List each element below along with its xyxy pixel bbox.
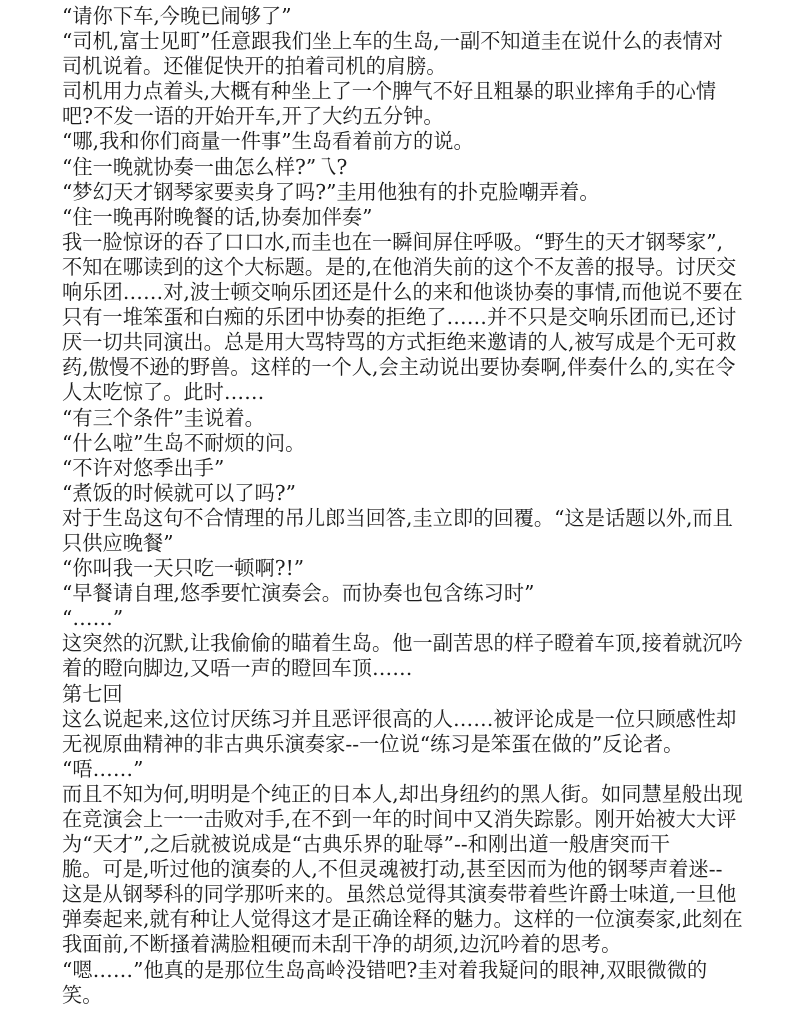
text-line: 司机说着。还催促快开的拍着司机的肩膀。	[62, 54, 447, 79]
text-line: 吧?不发一语的开始开车,开了大约五分钟。	[62, 104, 444, 129]
text-line: 脆。可是,听过他的演奏的人,不但灵魂被打动,甚至因而为他的钢琴声着迷--	[62, 857, 723, 882]
text-line: “住一晚就协奏一曲怎么样?”乁?	[62, 154, 348, 179]
text-line: “早餐请自理,悠季要忙演奏会。而协奏也包含练习时”	[62, 581, 535, 606]
text-line: 弹奏起来,就有种让人觉得这才是正确诠释的魅力。这样的一位演奏家,此刻在	[62, 907, 743, 932]
text-line: 人太吃惊了。此时……	[62, 380, 265, 405]
text-line: “煮饭的时候就可以了吗?”	[62, 480, 296, 505]
text-line: “你叫我一天只吃一顿啊?!”	[62, 556, 305, 581]
text-line: 这么说起来,这位讨厌练习并且恶评很高的人……被评论成是一位只顾感性却	[62, 706, 737, 731]
text-line: 响乐团……对,波士顿交响乐团还是什么的来和他谈协奏的事情,而他说不要在	[62, 280, 743, 305]
text-line: 这突然的沉默,让我偷偷的瞄着生岛。他一副苦思的样子瞪着车顶,接着就沉吟	[62, 631, 743, 656]
text-line: 这是从钢琴科的同学那听来的。虽然总觉得其演奏带着些许爵士味道,一旦他	[62, 882, 737, 907]
text-line: 而且不知为何,明明是个纯正的日本人,却出身纽约的黑人街。如同慧星般出现	[62, 781, 743, 806]
text-line: “嗯……”他真的是那位生岛高岭没错吧?圭对着我疑问的眼神,双眼微微的	[62, 957, 708, 982]
text-line: “司机,富士见町”任意跟我们坐上车的生岛,一副不知道圭在说什么的表情对	[62, 29, 724, 54]
text-line: 为“天才”,之后就被说成是“古典乐界的耻辱”--和刚出道一般唐突而干	[62, 832, 671, 857]
text-line: 着的瞪向脚边,又唔一声的瞪回车顶……	[62, 656, 413, 681]
text-line: 对于生岛这句不合情理的吊儿郎当回答,圭立即的回覆。“这是话题以外,而且	[62, 505, 733, 530]
text-line: 司机用力点着头,大概有种坐上了一个脾气不好且粗暴的职业摔角手的心情	[62, 79, 717, 104]
text-line: “唔……”	[62, 756, 144, 781]
text-line: “梦幻天才钢琴家要卖身了吗?”圭用他独有的扑克脸嘲弄着。	[62, 179, 600, 204]
text-line: “请你下车,今晚已闹够了”	[62, 4, 292, 28]
text-line: “有三个条件”圭说着。	[62, 405, 265, 430]
text-line: “不许对悠季出手”	[62, 455, 225, 480]
text-line: “住一晚再附晚餐的话,协奏加伴奏”	[62, 204, 373, 229]
text-line: “什么啦”生岛不耐烦的问。	[62, 430, 306, 455]
text-line: “哪,我和你们商量一件事”生岛看着前方的说。	[62, 129, 474, 154]
text-line: 药,傲慢不逊的野兽。这样的一个人,会主动说出要协奏啊,伴奏什么的,实在令	[62, 355, 736, 380]
document-page	[62, 4, 752, 1008]
text-line: 无视原曲精神的非古典乐演奏家--一位说“练习是笨蛋在做的”反论者。	[62, 731, 684, 756]
text-line: 不知在哪读到的这个大标题。是的,在他消失前的这个不友善的报导。讨厌交	[62, 254, 737, 279]
chapter-heading: 第七回	[62, 681, 123, 706]
text-line: 我一脸惊讶的吞了口口水,而圭也在一瞬间屏住呼吸。“野生的天才钢琴家”,	[62, 229, 724, 254]
text-line: 厌一切共同演出。总是用大骂特骂的方式拒绝来邀请的人,被写成是个无可救	[62, 330, 737, 355]
text-line: 笑。	[62, 982, 103, 1007]
text-line: 在竞演会上一一击败对手,在不到一年的时间中又消失踪影。刚开始被大大评	[62, 807, 737, 831]
text-line: 只供应晚餐”	[62, 530, 174, 555]
text-line: 只有一堆笨蛋和白痴的乐团中协奏的拒绝了……并不只是交响乐团而已,还讨	[62, 305, 737, 330]
text-line: 我面前,不断搔着满脸粗硬而未刮干净的胡须,边沉吟着的思考。	[62, 932, 622, 957]
text-line: “……”	[62, 606, 124, 631]
